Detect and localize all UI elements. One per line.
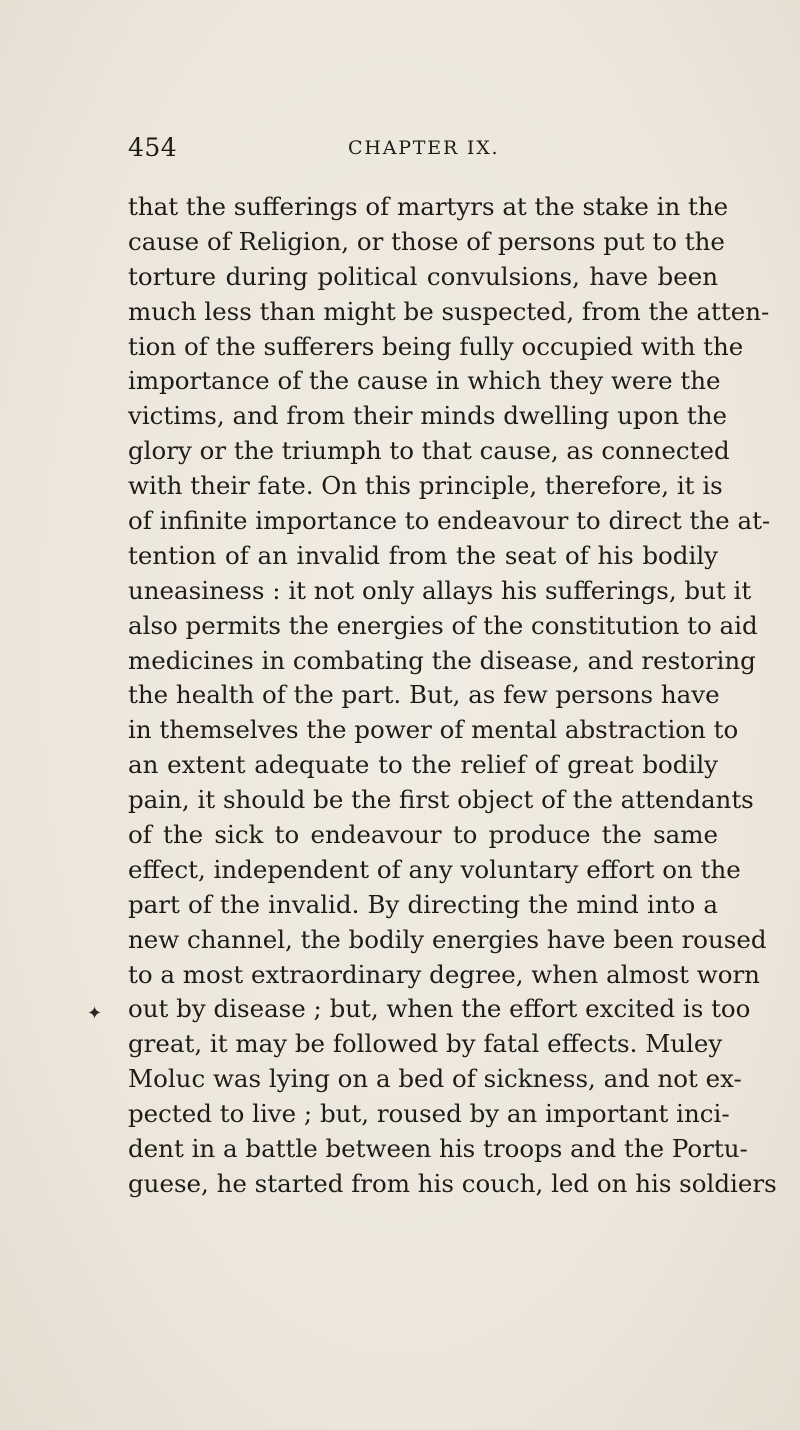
text-line: of the sick to endeavour to produce the same	[128, 820, 718, 850]
text-line: an extent adequate to the relief of great bodily	[128, 750, 718, 780]
text-line: medicines in combating the disease, and restoring	[128, 645, 756, 675]
chapter-heading: CHAPTER IX.	[348, 137, 500, 159]
text-line: out by disease ; but, when the effort excited is too	[128, 994, 751, 1024]
text-line: that the sufferings of martyrs at the stake in the	[128, 192, 729, 221]
text-line: pected to live ; but, roused by an important inci-	[128, 1099, 730, 1129]
text-line: Moluc was lying on a bed of sickness, and not ex-	[128, 1064, 742, 1094]
text-line: glory or the triumph to that cause, as connected	[128, 436, 730, 466]
text-line: importance of the cause in which they were the	[128, 366, 721, 396]
page-number: 454	[128, 133, 178, 162]
body-text	[128, 190, 777, 1202]
text-line: effect, independent of any voluntary effort on the	[128, 854, 741, 884]
text-line: part of the invalid. By directing the mind into a	[128, 889, 718, 919]
text-line: pain, it should be the first object of the attendants	[128, 785, 754, 815]
text-line: much less than might be suspected, from the atten-	[128, 296, 770, 326]
ink-speck: ✦	[87, 1003, 103, 1024]
text-line: with their fate. On this principle, therefore, it is	[128, 471, 723, 501]
text-line: guese, he started from his couch, led on his soldiers	[128, 1168, 777, 1198]
text-line: uneasiness : it not only allays his sufferings, but it	[128, 575, 752, 605]
text-line: the health of the part. But, as few persons have	[128, 680, 720, 710]
text-line: great, it may be followed by fatal effects. Muley	[128, 1029, 723, 1059]
text-line: in themselves the power of mental abstraction to	[128, 715, 739, 745]
text-line: victims, and from their minds dwelling upon the	[128, 401, 728, 431]
text-line: torture during political convulsions, have been	[128, 261, 718, 291]
text-line: also permits the energies of the constitution to aid	[128, 610, 758, 640]
text-line: new channel, the bodily energies have been roused	[128, 924, 767, 954]
text-line: tention of an invalid from the seat of his bodily	[128, 540, 718, 570]
text-line: tion of the sufferers being fully occupied with the	[128, 331, 744, 361]
text-line: to a most extraordinary degree, when almost worn	[128, 959, 760, 989]
text-line: of infinite importance to endeavour to direct the at-	[128, 506, 771, 536]
text-line: cause of Religion, or those of persons put to the	[128, 226, 725, 256]
running-head	[128, 133, 718, 169]
text-line: dent in a battle between his troops and the Portu-	[128, 1134, 748, 1164]
